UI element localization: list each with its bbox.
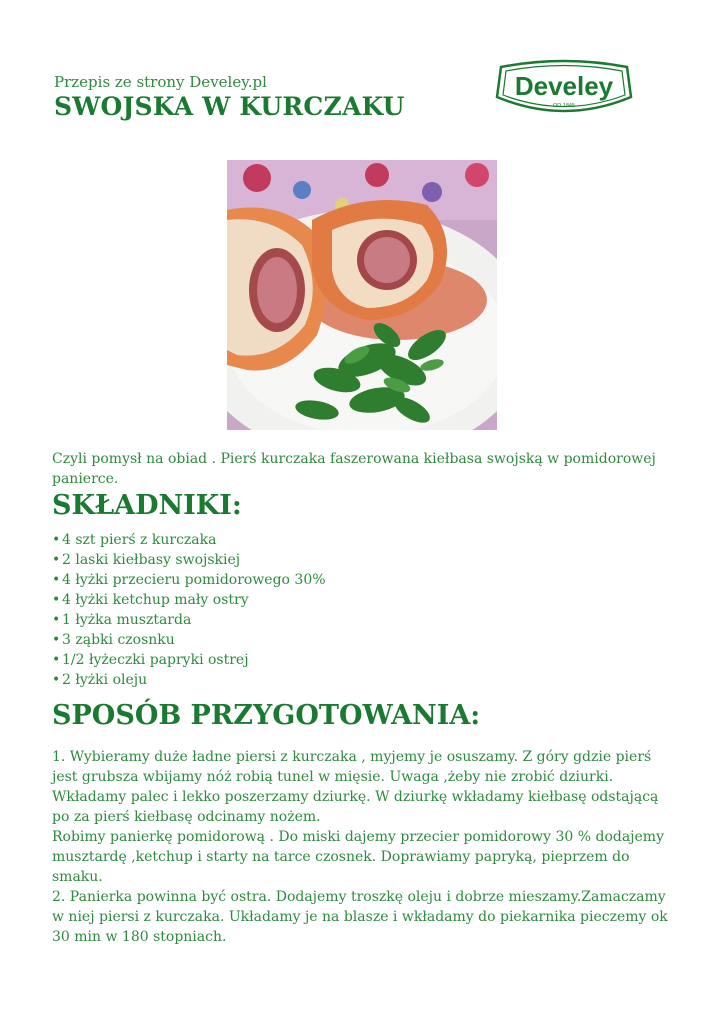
ingredients-heading: SKŁADNIKI: — [52, 490, 242, 521]
method-paragraph: 2. Panierka powinna być ostra. Dodajemy troszkę oleju i dobrze mieszamy.Zamaczamy w niej piersi z kurczaka. Układamy je na blasze i wkładamy do piekarnika pieczemy ok 30 min w 180 stopniach. — [52, 889, 668, 945]
ingredient-text: 1 łyżka musztarda — [62, 612, 192, 628]
list-item — [52, 530, 326, 550]
bullet-icon: • — [52, 552, 61, 568]
list-item — [52, 670, 326, 690]
method-text — [52, 747, 677, 947]
recipe-intro: Czyli pomysł na obiad . Pierś kurczaka faszerowana kiełbasa swojską w pomidorowej panierce. — [52, 451, 656, 487]
bullet-icon: • — [52, 592, 61, 608]
recipe-photo — [227, 160, 497, 430]
recipe-title: SWOJSKA W KURCZAKU — [54, 92, 405, 121]
ingredient-text: 4 łyżki ketchup mały ostry — [62, 592, 249, 608]
method-paragraph: 1. Wybieramy duże ładne piersi z kurczaka , myjemy je osuszamy. Z góry gdzie pierś jest grubsza wbijamy nóż robią tunel w mięsie. Uwaga ,żeby nie zrobić dziurki. Wkładamy palec i lekko poszerzamy dziurkę. W dziurkę wkładamy kiełbasę odstającą po za pierś kiełbasę odcinamy nożem. — [52, 749, 659, 825]
list-item — [52, 650, 326, 670]
ingredient-text: 4 łyżki przecieru pomidorowego 30% — [62, 572, 326, 588]
method-heading: SPOSÓB PRZYGOTOWANIA: — [52, 700, 481, 731]
ingredient-text: 2 łyżki oleju — [62, 672, 148, 688]
bullet-icon: • — [52, 672, 61, 688]
list-item — [52, 570, 326, 590]
method-paragraph: Robimy panierkę pomidorową . Do miski dajemy przecier pomidorowy 30 % dodajemy musztardę ,ketchup i starty na tarce czosnek. Doprawiamy papryką, pieprzem do smaku. — [52, 829, 664, 885]
list-item — [52, 610, 326, 630]
ingredients-list — [52, 530, 326, 690]
bullet-icon: • — [52, 532, 61, 548]
bullet-icon: • — [52, 612, 61, 628]
logo-brand: Develey — [514, 71, 614, 101]
recipe-source: Przepis ze strony Develey.pl — [54, 73, 267, 91]
list-item — [52, 630, 326, 650]
develey-logo — [495, 57, 633, 121]
ingredient-text: 3 ząbki czosnku — [62, 632, 175, 648]
ingredient-text: 4 szt pierś z kurczaka — [62, 532, 217, 548]
list-item — [52, 590, 326, 610]
ingredient-text: 1/2 łyżeczki papryki ostrej — [62, 652, 249, 668]
bullet-icon: • — [52, 572, 61, 588]
stuffed-chicken-photo — [227, 160, 497, 430]
ingredient-text: 2 laski kiełbasy swojskiej — [62, 552, 241, 568]
bullet-icon: • — [52, 632, 61, 648]
logo-since: OD 1845 — [552, 103, 576, 109]
bullet-icon: • — [52, 652, 61, 668]
list-item — [52, 550, 326, 570]
